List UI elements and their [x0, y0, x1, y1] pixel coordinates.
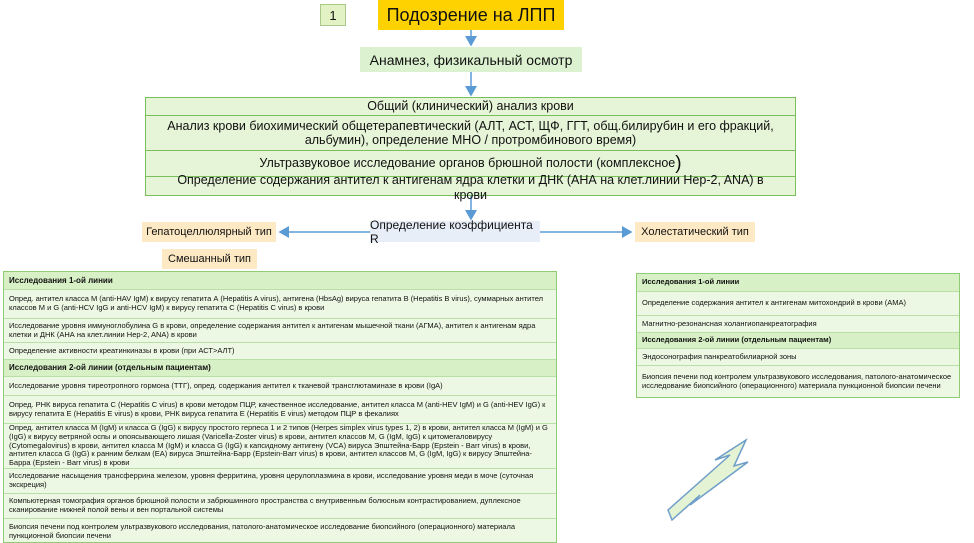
coefficient-r-box: Определение коэффициента R: [370, 221, 540, 242]
row-text: Биопсия печени под контролем ультразвукового исследования, патолого-анатомическое исследование биопсийного (операционного) материала пункционной биопсии печени: [9, 521, 515, 540]
table-row: [4, 377, 556, 396]
row-text: Исследование уровня иммуноглобулина G в крови, определение содержания антител к антигенам мышечной ткани (АГМА), антител к антигенам ядра клетки и ДНК (АНА на клет.линии Hep-2, ANA) в крови: [9, 320, 536, 339]
table-row: [4, 396, 556, 424]
table-row: [4, 519, 556, 543]
exam-ultrasound-text: Ультразвуковое исследование органов брюшной полости (комплексное: [259, 156, 676, 171]
row-text: Опред. антител класса М (anti-HAV IgM) к вирусу гепатита А (Hepatitis A virus), антигена (HbsAg) вируса гепатита В (Hepatitis B virus), суммарных антител классов M и G (anti-HCV IgG и anti-HCV IgM) к вирусу гепатита С (Hepatitis C virus) в крови: [9, 294, 544, 312]
row-text: Определение активности креатинкиназы в крови (при АСТ>АЛТ): [9, 345, 235, 355]
exam-antibodies: [146, 173, 795, 202]
exam-cbc: [146, 98, 795, 116]
row-text: Исследования 1-ой линии: [642, 277, 740, 287]
table-row: [4, 272, 556, 290]
table-row: [637, 274, 959, 292]
hepatocellular-tests-table: [3, 271, 557, 543]
row-text: Исследование насыщения трансферрина железом, уровня ферритина, уровня церулоплазмина в крови, исследование уровня меди в моче (суточная экскреция): [9, 471, 534, 489]
row-text: Эндосонография панкреатобилиарной зоны: [642, 351, 797, 361]
flowchart-title: Подозрение на ЛПП: [378, 0, 564, 30]
row-text: Опред. РНК вируса гепатита С (Hepatitis C virus) в крови методом ПЦР, качественное исследование, антител класса М (anti-HEV IgM) и G (anti-HEV IgG) к вирусу гепатита Е (Hepatitis E virus) в крови, РНК вируса гепатита E (Hepatitis E virus) методом ПЦР в фекалиях: [9, 399, 546, 418]
mixed-type-tag: Смешанный тип: [162, 249, 257, 269]
exam-antibodies-text: Определение содержания антител к антигенам ядра клетки и ДНК (АНА на клет.линии Hep-2, ANA) в крови: [177, 173, 764, 202]
table-row: [637, 366, 959, 397]
table-row: [4, 494, 556, 519]
table-row: [4, 343, 556, 360]
row-text: Компьютерная томография органов брюшной полости и забрюшинного пространства с внутривенным болюсным контрастированием, дуплексное сканирование нижней полой вены и вен портальной системы: [9, 496, 521, 514]
lightning-bolt-shape: [668, 440, 748, 520]
exam-ultrasound-paren: ): [675, 153, 682, 174]
row-text: Исследования 1-ой линии: [9, 275, 113, 285]
table-row: [4, 469, 556, 494]
slide-number-badge: 1: [320, 4, 346, 26]
row-text: Биопсия печени под контролем ультразвукового исследования, патолого-анатомическое исследование биопсийного (операционного) материала пункционной биопсии печени: [642, 371, 952, 390]
table-row: [637, 333, 959, 349]
initial-exams-block: [145, 97, 796, 202]
table-row: [4, 319, 556, 343]
row-text: Исследования 2-ой линии (отдельным пациентам): [642, 335, 832, 345]
row-text: Определение содержания антител к антигенам митохондрий в крови (АМА): [642, 298, 906, 308]
table-row: [637, 292, 959, 316]
row-text: Исследование уровня тиреотропного гормона (ТТГ), опред. содержания антител к тканевой трансглютаминазе в крови (IgA): [9, 380, 443, 390]
exam-biochem-text: Анализ крови биохимический общетерапевтический (АЛТ, АСТ, ЩФ, ГГТ, общ.билирубин и его фракций, альбумин), определение МНО / протромбинового время): [167, 118, 774, 147]
exam-biochem: [146, 116, 795, 151]
table-row: [637, 316, 959, 333]
row-text: Опред. антител класса M (IgM) и класса G (IgG) к вирусу простого герпеса 1 и 2 типов (Herpes simplex virus types 1, 2) в крови, антител класса M (IgM) и G (IgG) к вирусу ветряной оспы и опоясывающего лишая (Varicella-Zoster virus) в крови, антител классов M, G (IgM, IgG) к цитомегаловирусу (Cytomegalovirus) в крови, антител класса M (IgM) и класса G (IgG) к капсидному антигену (VCA) вируса Эпштейна-Барр (Epstein - Barr virus) в крови, антител класса G (IgG) к ранним белкам (EA) вируса Эпштейна-Барр (Epstein-Barr virus) в крови, антител классов M, G (IgM, IgG) к вирусу Эпштейна-Барра (Epstein - Barr virus) в крови: [9, 423, 548, 467]
cholestatic-tests-table: [636, 273, 960, 398]
table-row: [4, 360, 556, 377]
row-text: Магнитно-резонансная холангиопанкреатография: [642, 318, 817, 328]
table-row: [637, 349, 959, 366]
exam-cbc-text: Общий (клинический) анализ крови: [367, 99, 574, 114]
anamnesis-box: Анамнез, физикальный осмотр: [360, 47, 582, 72]
hepatocellular-type-tag: Гепатоцеллюлярный тип: [142, 222, 276, 242]
cholestatic-type-tag: Холестатический тип: [635, 222, 755, 242]
table-row: [4, 424, 556, 469]
row-text: Исследования 2-ой линии (отдельным пациентам): [9, 363, 211, 373]
table-row: [4, 290, 556, 319]
